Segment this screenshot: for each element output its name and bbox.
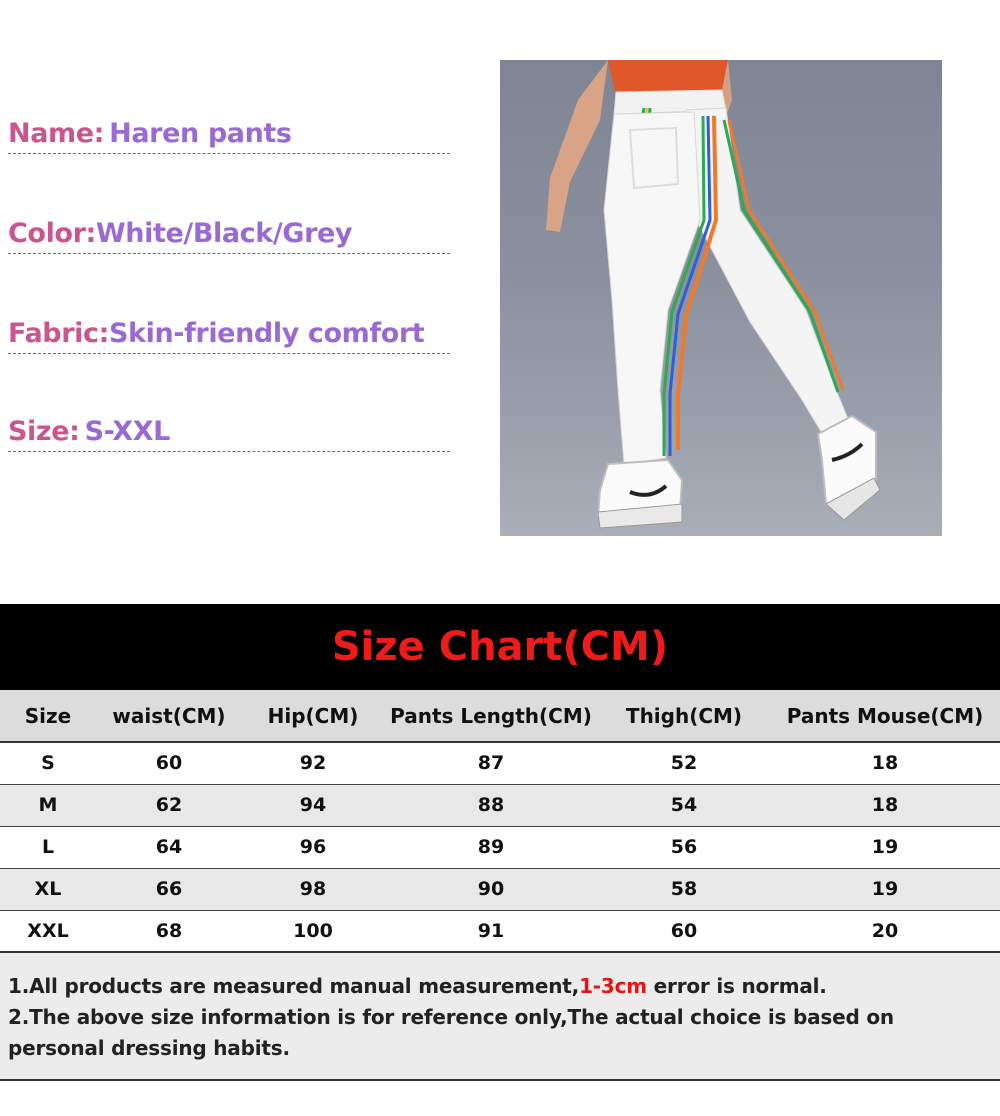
cell-pants-length: 89 (384, 826, 598, 868)
size-chart (0, 604, 1000, 1081)
cell-pants-mouse: 19 (770, 826, 1000, 868)
cell-waist: 64 (96, 826, 242, 868)
name-label: Name: (8, 118, 105, 149)
header-pants-mouse: Pants Mouse(CM) (770, 690, 1000, 742)
header-hip: Hip(CM) (242, 690, 384, 742)
cell-size: XXL (0, 910, 96, 952)
fabric-row (8, 314, 450, 354)
note-line-2: 2.The above size information is for reference only,The actual choice is based on personal dressing habits. (8, 1005, 894, 1060)
table-row (0, 784, 1000, 826)
fabric-label: Fabric: (8, 318, 109, 349)
size-table (0, 690, 1000, 953)
cell-thigh: 52 (598, 742, 770, 784)
cell-pants-length: 87 (384, 742, 598, 784)
product-info (0, 0, 460, 560)
header-pants-length: Pants Length(CM) (384, 690, 598, 742)
table-row (0, 910, 1000, 952)
cell-size: M (0, 784, 96, 826)
header-size: Size (0, 690, 96, 742)
note-line-1 (8, 971, 992, 1002)
cell-size: S (0, 742, 96, 784)
product-photo (500, 60, 942, 536)
cell-hip: 92 (242, 742, 384, 784)
cell-pants-length: 88 (384, 784, 598, 826)
header-thigh: Thigh(CM) (598, 690, 770, 742)
cell-pants-mouse: 19 (770, 868, 1000, 910)
cell-waist: 68 (96, 910, 242, 952)
cell-size: XL (0, 868, 96, 910)
note-1-text-end: error is normal. (646, 974, 827, 998)
table-row (0, 826, 1000, 868)
cell-pants-length: 91 (384, 910, 598, 952)
color-value: White/Black/Grey (95, 218, 353, 249)
cell-pants-mouse: 20 (770, 910, 1000, 952)
cell-pants-mouse: 18 (770, 742, 1000, 784)
cell-hip: 98 (242, 868, 384, 910)
cell-pants-length: 90 (384, 868, 598, 910)
color-label: Color: (8, 218, 96, 249)
cell-waist: 66 (96, 868, 242, 910)
cell-thigh: 54 (598, 784, 770, 826)
table-header-row (0, 690, 1000, 742)
cell-thigh: 60 (598, 910, 770, 952)
cell-hip: 94 (242, 784, 384, 826)
pants-illustration (500, 60, 942, 536)
name-value: Haren pants (109, 118, 292, 149)
chart-title: Size Chart(CM) (0, 604, 1000, 690)
cell-size: L (0, 826, 96, 868)
cell-hip: 100 (242, 910, 384, 952)
cell-pants-mouse: 18 (770, 784, 1000, 826)
note-1-highlight: 1-3cm (579, 974, 647, 998)
header-waist: waist(CM) (96, 690, 242, 742)
table-row (0, 868, 1000, 910)
cell-thigh: 58 (598, 868, 770, 910)
name-row (8, 114, 450, 154)
color-row (8, 214, 450, 254)
cell-hip: 96 (242, 826, 384, 868)
size-notes (0, 953, 1000, 1081)
size-value: S-XXL (84, 416, 170, 447)
cell-waist: 62 (96, 784, 242, 826)
fabric-value: Skin-friendly comfort (108, 318, 425, 349)
size-label: Size: (8, 416, 80, 447)
cell-waist: 60 (96, 742, 242, 784)
table-row (0, 742, 1000, 784)
note-1-text: 1.All products are measured manual measurement, (8, 974, 580, 998)
cell-thigh: 56 (598, 826, 770, 868)
size-row (8, 412, 450, 452)
